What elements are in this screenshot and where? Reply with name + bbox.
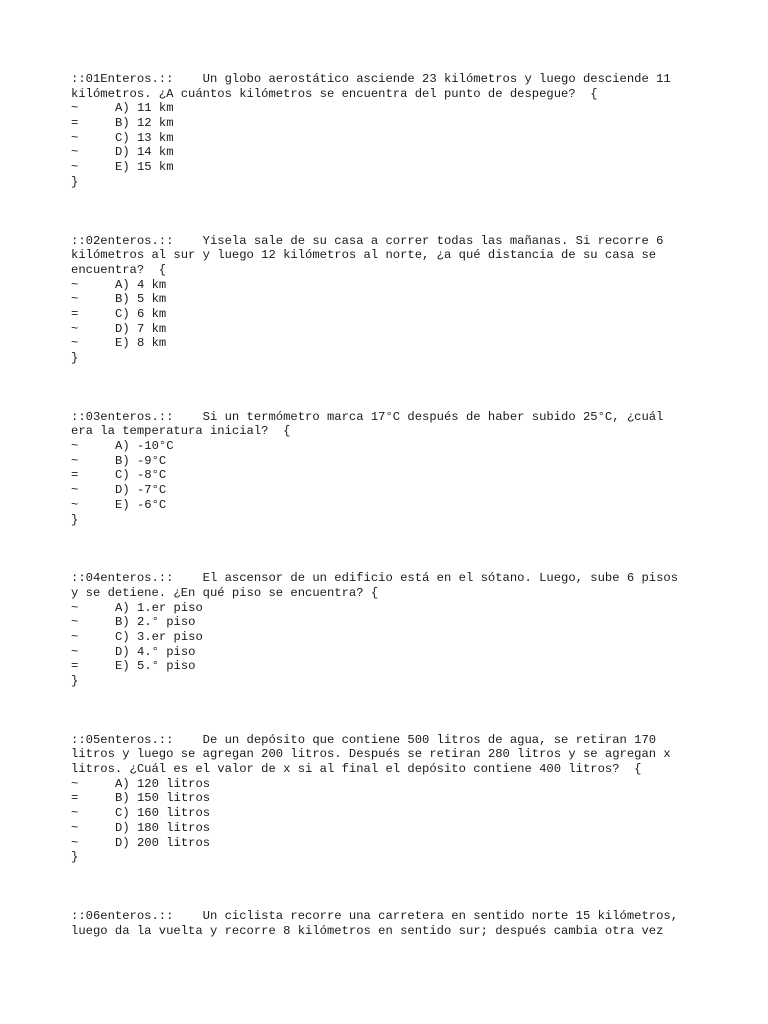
question-stem-line: ::02enteros.:: Yisela sale de su casa a correr todas las mañanas. Si recorre 6 bbox=[71, 233, 664, 248]
answer-marker: ~ bbox=[71, 820, 79, 835]
closing-brace: } bbox=[71, 174, 79, 189]
answer-text: A) 11 km bbox=[115, 101, 174, 116]
answer-marker: ~ bbox=[71, 292, 79, 307]
answer-marker: ~ bbox=[71, 453, 79, 468]
answer-text: A) -10°C bbox=[115, 439, 174, 454]
answer-text: A) 1.er piso bbox=[115, 600, 203, 615]
question-spacer bbox=[71, 527, 711, 571]
closing-brace: } bbox=[71, 674, 79, 688]
answer-marker: ~ bbox=[71, 483, 79, 498]
answer-text: E) 5.° piso bbox=[115, 659, 196, 674]
answer-text: B) 150 litros bbox=[115, 791, 211, 806]
question-stem-line: ::06enteros.:: Un ciclista recorre una carretera en sentido norte 15 kilómetros, bbox=[71, 908, 679, 923]
question-spacer bbox=[71, 865, 711, 909]
question-stem-line: kilómetros al sur y luego 12 kilómetros al norte, ¿a qué distancia de su casa se bbox=[71, 248, 657, 263]
answer-text: D) 180 litros bbox=[115, 820, 211, 835]
question-stem-line: era la temperatura inicial? { bbox=[71, 424, 291, 439]
answer-marker: ~ bbox=[71, 145, 79, 160]
answer-text: E) 15 km bbox=[115, 160, 174, 175]
question-stem-line: ::05enteros.:: De un depósito que contiene 500 litros de agua, se retiran 170 bbox=[71, 732, 657, 747]
answer-marker: = bbox=[71, 116, 79, 131]
answer-text: D) 14 km bbox=[115, 145, 174, 160]
answer-text: C) 13 km bbox=[115, 130, 174, 145]
answer-marker: ~ bbox=[71, 644, 79, 659]
answer-marker: ~ bbox=[71, 835, 79, 850]
question-stem-line: ::04enteros.:: El ascensor de un edificio está en el sótano. Luego, sube 6 pisos bbox=[71, 571, 679, 586]
answer-text: D) 200 litros bbox=[115, 835, 211, 850]
question-spacer bbox=[71, 190, 711, 234]
question-stem-line: litros. ¿Cuál es el valor de x si al final el depósito contiene 400 litros? { bbox=[71, 762, 642, 777]
closing-brace: } bbox=[71, 512, 79, 527]
question-stem-line: ::03enteros.:: Si un termómetro marca 17°C después de haber subido 25°C, ¿cuál bbox=[71, 409, 664, 424]
answer-option bbox=[71, 821, 711, 836]
answer-option bbox=[71, 659, 711, 674]
answer-marker: ~ bbox=[71, 336, 79, 351]
answer-text: C) 3.er piso bbox=[115, 629, 203, 644]
answer-option bbox=[71, 777, 711, 792]
answer-marker: ~ bbox=[71, 160, 79, 175]
answer-marker: ~ bbox=[71, 130, 79, 145]
question-stem-line: ::01Enteros.:: Un globo aerostático asciende 23 kilómetros y luego desciende 11 bbox=[71, 72, 671, 86]
answer-text: D) 7 km bbox=[115, 321, 167, 336]
answer-text: B) -9°C bbox=[115, 453, 167, 468]
question-05 bbox=[71, 733, 711, 865]
answer-text: C) -8°C bbox=[115, 468, 167, 483]
answer-option bbox=[71, 336, 711, 351]
answer-option bbox=[71, 806, 711, 821]
question-stem-line: kilómetros. ¿A cuántos kilómetros se encuentra del punto de despegue? { bbox=[71, 86, 598, 101]
question-06 bbox=[71, 909, 711, 938]
answer-text: C) 6 km bbox=[115, 306, 167, 321]
answer-option bbox=[71, 101, 711, 116]
answer-option bbox=[71, 483, 711, 498]
answer-option bbox=[71, 498, 711, 513]
answer-marker: = bbox=[71, 791, 79, 806]
question-stem-line: litros y luego se agregan 200 litros. Después se retiran 280 litros y se agregan x bbox=[71, 747, 671, 762]
answer-marker: = bbox=[71, 306, 79, 321]
answer-text: A) 4 km bbox=[115, 277, 167, 292]
answer-marker: ~ bbox=[71, 806, 79, 821]
answer-text: B) 2.° piso bbox=[115, 615, 196, 630]
answer-text: E) 8 km bbox=[115, 336, 167, 351]
question-spacer bbox=[71, 366, 711, 410]
answer-marker: ~ bbox=[71, 277, 79, 292]
question-01 bbox=[71, 72, 711, 190]
answer-marker: ~ bbox=[71, 776, 79, 791]
answer-option bbox=[71, 145, 711, 160]
answer-option bbox=[71, 292, 711, 307]
answer-marker: ~ bbox=[71, 321, 79, 336]
document-page bbox=[71, 72, 711, 938]
answer-marker: ~ bbox=[71, 439, 79, 454]
answer-text: B) 12 km bbox=[115, 116, 174, 131]
answer-text: D) 4.° piso bbox=[115, 644, 196, 659]
answer-text: B) 5 km bbox=[115, 292, 167, 307]
answer-text: D) -7°C bbox=[115, 483, 167, 498]
answer-option bbox=[71, 116, 711, 131]
answer-option bbox=[71, 645, 711, 660]
answer-marker: = bbox=[71, 468, 79, 483]
answer-option bbox=[71, 791, 711, 806]
answer-marker: = bbox=[71, 659, 79, 674]
answer-marker: ~ bbox=[71, 629, 79, 644]
question-02 bbox=[71, 234, 711, 366]
answer-option bbox=[71, 601, 711, 616]
answer-option bbox=[71, 322, 711, 337]
answer-marker: ~ bbox=[71, 615, 79, 630]
answer-option bbox=[71, 836, 711, 851]
answer-marker: ~ bbox=[71, 600, 79, 615]
question-stem-line: encuentra? { bbox=[71, 262, 167, 277]
answer-text: C) 160 litros bbox=[115, 806, 211, 821]
answer-option bbox=[71, 307, 711, 322]
question-03 bbox=[71, 410, 711, 528]
answer-option bbox=[71, 439, 711, 454]
question-stem-line: luego da la vuelta y recorre 8 kilómetros en sentido sur; después cambia otra vez bbox=[71, 923, 664, 938]
question-spacer bbox=[71, 689, 711, 733]
answer-option bbox=[71, 160, 711, 175]
answer-marker: ~ bbox=[71, 101, 79, 116]
answer-option bbox=[71, 454, 711, 469]
answer-marker: ~ bbox=[71, 497, 79, 512]
answer-option bbox=[71, 131, 711, 146]
question-04 bbox=[71, 571, 711, 689]
answer-option bbox=[71, 468, 711, 483]
answer-option bbox=[71, 615, 711, 630]
closing-brace: } bbox=[71, 351, 79, 365]
answer-text: A) 120 litros bbox=[115, 776, 211, 791]
question-stem-line: y se detiene. ¿En qué piso se encuentra? { bbox=[71, 585, 379, 600]
answer-option bbox=[71, 630, 711, 645]
answer-text: E) -6°C bbox=[115, 497, 167, 512]
answer-option bbox=[71, 278, 711, 293]
closing-brace: } bbox=[71, 850, 79, 865]
